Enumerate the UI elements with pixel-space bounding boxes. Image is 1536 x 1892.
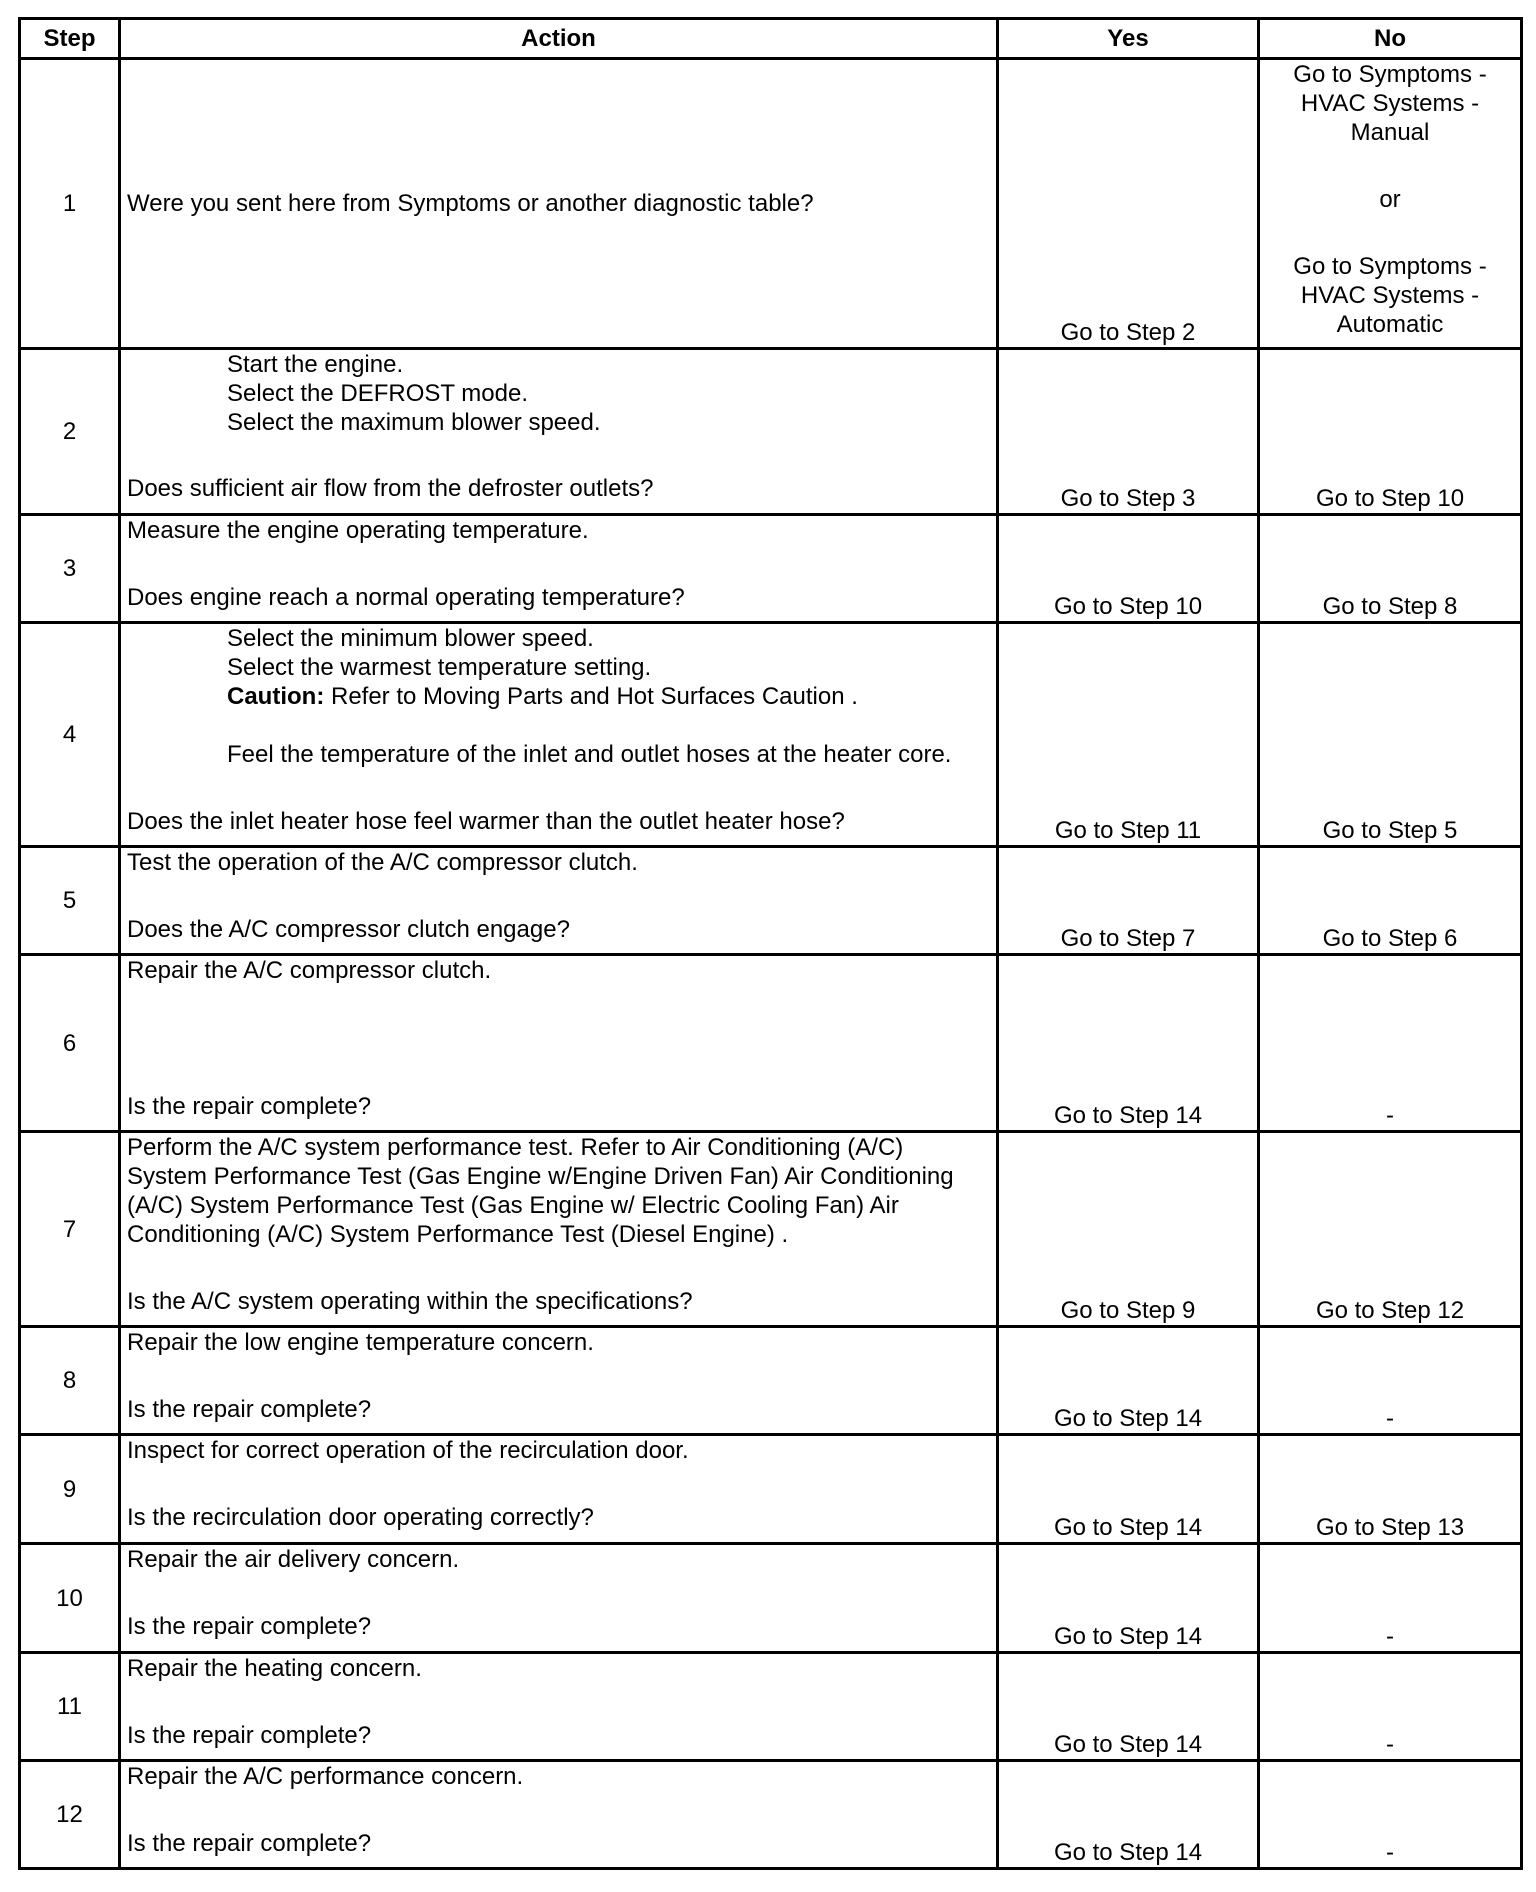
question-text: Is the repair complete? xyxy=(127,1396,372,1423)
instruction-text: Select the maximum blower speed. xyxy=(227,409,601,436)
caution-line xyxy=(127,682,990,711)
yes-cell: Go to Step 14 xyxy=(998,1327,1259,1435)
step-number: 12 xyxy=(20,1761,120,1869)
action-cell xyxy=(120,349,998,515)
action-cell xyxy=(120,1435,998,1544)
action-cell xyxy=(120,847,998,955)
step-number: 5 xyxy=(20,847,120,955)
instruction-text: Repair the A/C performance concern. xyxy=(127,1763,524,1790)
yes-cell: Go to Step 9 xyxy=(998,1132,1259,1327)
caution-text: Refer to Moving Parts and Hot Surfaces Caution . xyxy=(324,683,858,710)
step-number: 3 xyxy=(20,515,120,623)
table-row xyxy=(20,1435,1522,1544)
yes-cell: Go to Step 2 xyxy=(998,59,1259,349)
caution-label: Caution: xyxy=(227,683,325,710)
action-cell xyxy=(120,59,998,349)
yes-cell: Go to Step 14 xyxy=(998,1761,1259,1869)
question-text: Does the inlet heater hose feel warmer than the outlet heater hose? xyxy=(127,808,845,835)
instruction-text: Perform the A/C system performance test. Refer to Air Conditioning (A/C) xyxy=(127,1134,904,1161)
no-line: HVAC Systems - xyxy=(1300,282,1480,309)
action-cell xyxy=(120,1327,998,1435)
step-number: 10 xyxy=(20,1544,120,1653)
yes-cell: Go to Step 14 xyxy=(998,1435,1259,1544)
no-cell: - xyxy=(1259,1544,1522,1653)
instruction-text: Conditioning (A/C) System Performance Test (Diesel Engine) . xyxy=(127,1221,789,1248)
action-cell xyxy=(120,1761,998,1869)
table-row xyxy=(20,847,1522,955)
no-cell: - xyxy=(1259,1653,1522,1761)
question-text: Does engine reach a normal operating temperature? xyxy=(127,584,685,611)
instruction-text: (A/C) System Performance Test (Gas Engine w/ Electric Cooling Fan) Air xyxy=(127,1192,899,1219)
table-row xyxy=(20,1132,1522,1327)
instruction-text: Select the DEFROST mode. xyxy=(227,380,529,407)
instruction-text: System Performance Test (Gas Engine w/Engine Driven Fan) Air Conditioning xyxy=(127,1163,954,1190)
header-yes: Yes xyxy=(998,19,1259,59)
action-cell xyxy=(120,1653,998,1761)
step-number: 2 xyxy=(20,349,120,515)
step-number: 1 xyxy=(20,59,120,349)
header-row xyxy=(20,19,1522,59)
question-text: Does the A/C compressor clutch engage? xyxy=(127,916,570,943)
table-row xyxy=(20,1327,1522,1435)
instruction-text: Select the minimum blower speed. xyxy=(227,625,594,652)
no-line: Manual xyxy=(1350,119,1430,146)
step-number: 9 xyxy=(20,1435,120,1544)
no-cell: - xyxy=(1259,1761,1522,1869)
table-row xyxy=(20,1544,1522,1653)
question-text: Is the repair complete? xyxy=(127,1613,372,1640)
header-action: Action xyxy=(120,19,998,59)
action-cell xyxy=(120,1544,998,1653)
step-number: 7 xyxy=(20,1132,120,1327)
header-step: Step xyxy=(20,19,120,59)
table-row xyxy=(20,1761,1522,1869)
no-cell: - xyxy=(1259,955,1522,1132)
table-row xyxy=(20,349,1522,515)
instruction-text: Feel the temperature of the inlet and outlet hoses at the heater core. xyxy=(227,741,952,768)
question-text: Were you sent here from Symptoms or another diagnostic table? xyxy=(127,190,814,217)
yes-cell: Go to Step 14 xyxy=(998,1544,1259,1653)
instruction-text: Select the warmest temperature setting. xyxy=(227,654,652,681)
instruction-text: Inspect for correct operation of the recirculation door. xyxy=(127,1437,689,1464)
step-number: 4 xyxy=(20,623,120,847)
yes-cell: Go to Step 11 xyxy=(998,623,1259,847)
instruction-text: Test the operation of the A/C compressor clutch. xyxy=(127,849,638,876)
table-row xyxy=(20,623,1522,847)
step-number: 8 xyxy=(20,1327,120,1435)
no-cell: Go to Step 8 xyxy=(1259,515,1522,623)
yes-cell: Go to Step 3 xyxy=(998,349,1259,515)
question-text: Is the repair complete? xyxy=(127,1093,372,1120)
no-line: Go to Symptoms - xyxy=(1293,253,1487,280)
no-line: Automatic xyxy=(1336,311,1444,338)
table-row xyxy=(20,955,1522,1132)
yes-cell: Go to Step 14 xyxy=(998,955,1259,1132)
question-text: Is the repair complete? xyxy=(127,1830,372,1857)
instruction-text: Repair the low engine temperature concern. xyxy=(127,1329,594,1356)
action-cell xyxy=(120,955,998,1132)
diagnostic-table xyxy=(18,17,1523,1870)
header-no: No xyxy=(1259,19,1522,59)
yes-cell: Go to Step 7 xyxy=(998,847,1259,955)
diagnostic-document xyxy=(18,17,1523,1870)
no-cell: - xyxy=(1259,1327,1522,1435)
question-text: Does sufficient air flow from the defroster outlets? xyxy=(127,475,654,502)
instruction-text: Repair the heating concern. xyxy=(127,1655,422,1682)
instruction-text: Repair the air delivery concern. xyxy=(127,1546,460,1573)
no-line: Go to Symptoms - xyxy=(1293,61,1487,88)
no-cell: Go to Step 10 xyxy=(1259,349,1522,515)
no-cell: Go to Step 6 xyxy=(1259,847,1522,955)
no-line: HVAC Systems - xyxy=(1300,90,1480,117)
table-row xyxy=(20,59,1522,349)
question-text: Is the recirculation door operating correctly? xyxy=(127,1504,594,1531)
no-cell: Go to Step 13 xyxy=(1259,1435,1522,1544)
yes-cell: Go to Step 14 xyxy=(998,1653,1259,1761)
question-text: Is the A/C system operating within the specifications? xyxy=(127,1288,693,1315)
step-number: 11 xyxy=(20,1653,120,1761)
question-text: Is the repair complete? xyxy=(127,1722,372,1749)
instruction-text: Start the engine. xyxy=(227,351,404,378)
step-number: 6 xyxy=(20,955,120,1132)
action-cell xyxy=(120,623,998,847)
no-cell: Go to Step 5 xyxy=(1259,623,1522,847)
table-row xyxy=(20,515,1522,623)
no-line-or: or xyxy=(1379,186,1401,213)
action-cell xyxy=(120,1132,998,1327)
yes-cell: Go to Step 10 xyxy=(998,515,1259,623)
instruction-text: Measure the engine operating temperature. xyxy=(127,517,589,544)
instruction-text: Repair the A/C compressor clutch. xyxy=(127,957,492,984)
action-cell xyxy=(120,515,998,623)
no-cell: Go to Step 12 xyxy=(1259,1132,1522,1327)
no-cell xyxy=(1259,59,1522,349)
table-row xyxy=(20,1653,1522,1761)
